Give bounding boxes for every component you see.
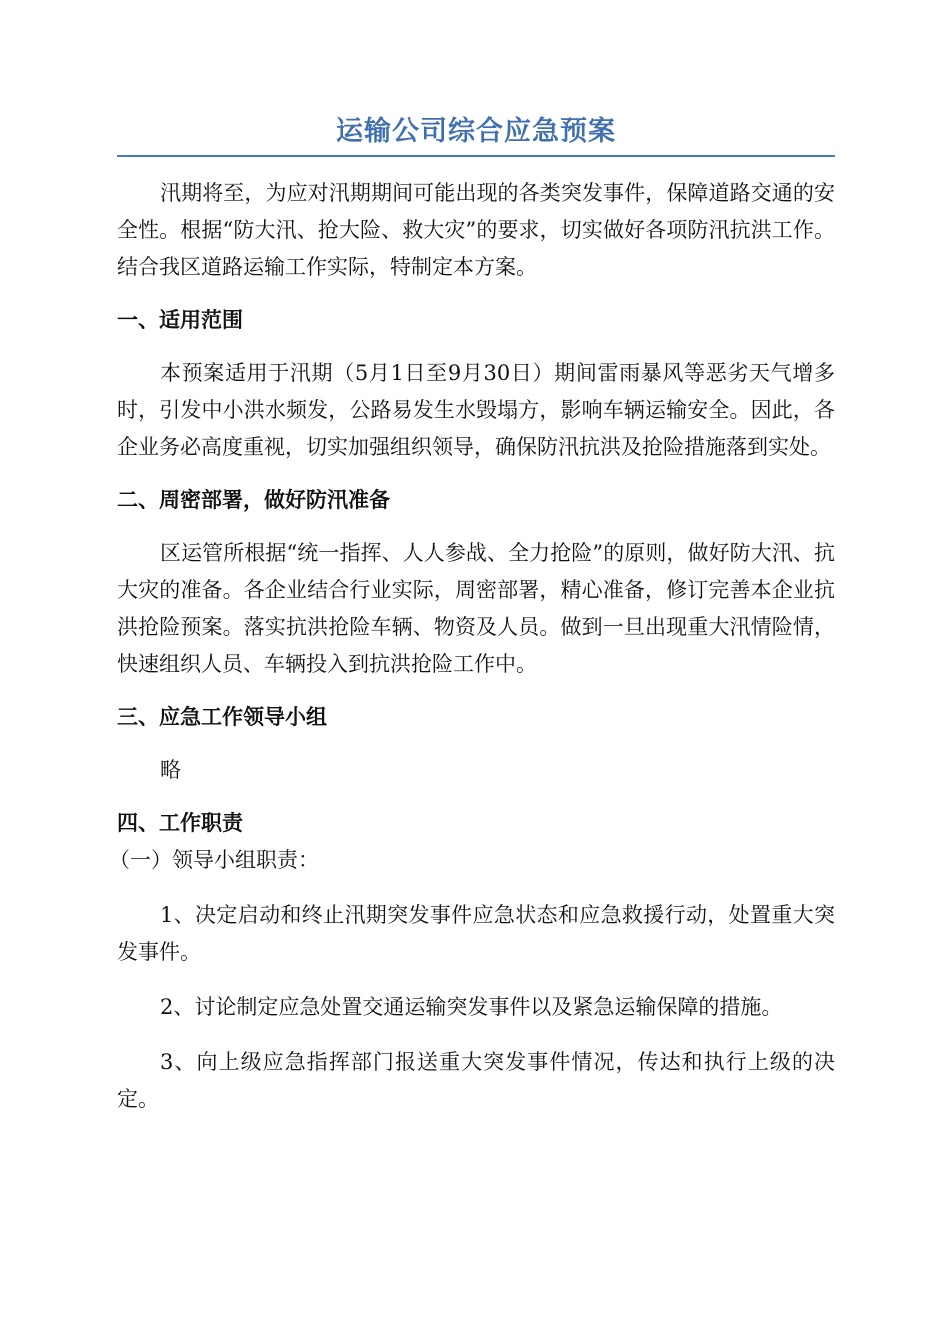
section-3-body: 略 [160, 758, 181, 782]
section-4-heading: 四、工作职责 [117, 811, 243, 835]
section-4-subheading: （一）领导小组职责： [109, 848, 319, 872]
document-title: 运输公司综合应急预案 [117, 110, 835, 157]
document-page [109, 110, 835, 1118]
intro-paragraph: 汛期将至，为应对汛期期间可能出现的各类突发事件，保障道路交通的安全性。根据“防大汛、抢大险、救大灾”的要求，切实做好各项防汛抗洪工作。结合我区道路运输工作实际，特制定本方案。 [117, 181, 835, 279]
duty-item-3: 3、向上级应急指挥部门报送重大突发事件情况，传达和执行上级的决定。 [117, 1050, 835, 1111]
duty-item-1: 1、决定启动和终止汛期突发事件应急状态和应急救援行动，处置重大突发事件。 [117, 903, 835, 964]
section-2-body: 区运管所根据“统一指挥、人人参战、全力抢险”的原则，做好防大汛、抗大灾的准备。各企业结合行业实际，周密部署，精心准备，修订完善本企业抗洪抢险预案。落实抗洪抢险车辆、物资及人员。做到一旦出现重大汛情险情，快速组织人员、车辆投入到抗洪抢险工作中。 [117, 541, 835, 676]
duty-item-2: 2、讨论制定应急处置交通运输突发事件以及紧急运输保障的措施。 [160, 995, 783, 1019]
section-3-heading: 三、应急工作领导小组 [117, 705, 327, 729]
section-1-body: 本预案适用于汛期（5月1日至9月30日）期间雷雨暴风等恶劣天气增多时，引发中小洪水频发，公路易发生水毁塌方，影响车辆运输安全。因此，各企业务必高度重视，切实加强组织领导，确保防汛抗洪及抢险措施落到实处。 [117, 361, 835, 459]
section-1-heading: 一、适用范围 [117, 308, 243, 332]
section-2-heading: 二、周密部署，做好防汛准备 [117, 488, 390, 512]
